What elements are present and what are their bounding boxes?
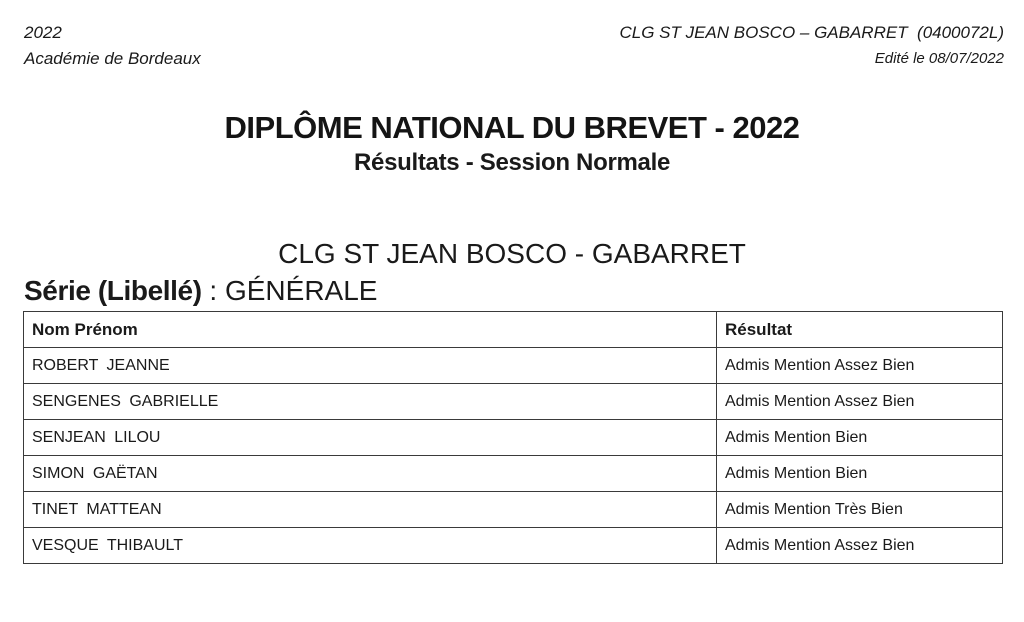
header-establishment: CLG ST JEAN BOSCO – GABARRET (0400072L) [619,23,1004,42]
student-name: TINET MATTEAN [24,492,717,528]
serie-value: GÉNÉRALE [224,275,378,306]
header-academy: Académie de Bordeaux [24,49,201,68]
header-year: 2022 [24,23,62,42]
student-name: VESQUE THIBAULT [24,528,717,564]
table-row [24,456,1003,492]
student-result: Admis Mention Bien [717,456,1003,492]
table-header-row [24,312,1003,348]
document-subtitle: Résultats - Session Normale [353,149,670,176]
student-result: Admis Mention Bien [717,420,1003,456]
student-result: Admis Mention Assez Bien [717,528,1003,564]
serie-separator: : [201,275,225,306]
table-row [24,420,1003,456]
student-name: ROBERT JEANNE [24,348,717,384]
school-name: CLG ST JEAN BOSCO - GABARRET [278,238,746,269]
student-result: Admis Mention Très Bien [717,492,1003,528]
serie-label: Série (Libellé) [24,275,202,306]
header-edit-date: Edité le 08/07/2022 [874,50,1004,67]
student-result: Admis Mention Assez Bien [717,348,1003,384]
serie-line [24,275,377,307]
student-name: SIMON GAËTAN [24,456,717,492]
table-row [24,528,1003,564]
header-left [24,20,201,72]
header-right [619,20,1004,72]
table-row [24,384,1003,420]
column-header-result: Résultat [717,312,1003,348]
document-title: DIPLÔME NATIONAL DU BREVET - 2022 [224,110,800,145]
student-name: SENJEAN LILOU [24,420,717,456]
table-row [24,348,1003,384]
table-row [24,492,1003,528]
student-result: Admis Mention Assez Bien [717,384,1003,420]
student-name: SENGENES GABRIELLE [24,384,717,420]
results-table [23,311,1003,564]
column-header-name: Nom Prénom [24,312,717,348]
